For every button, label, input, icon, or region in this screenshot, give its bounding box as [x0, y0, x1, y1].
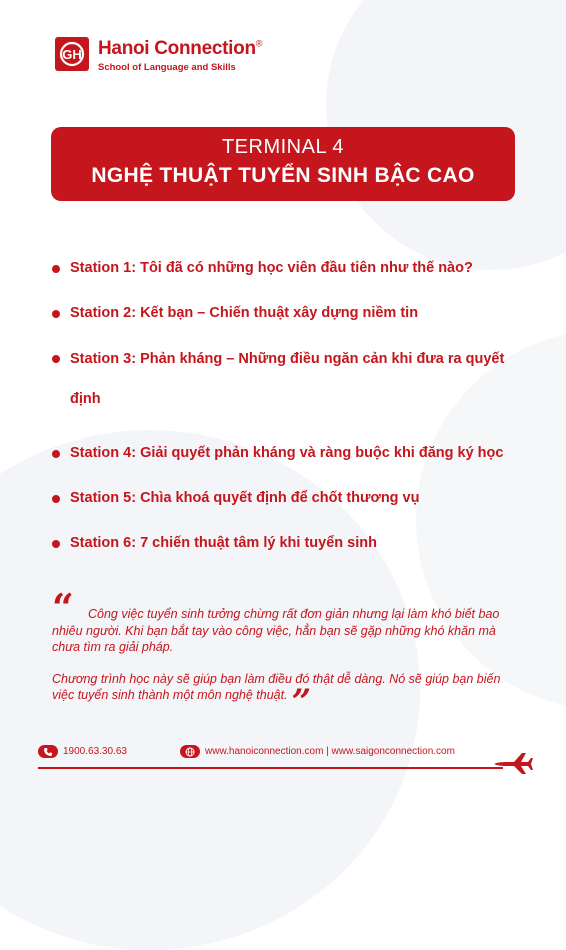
brand-name: Hanoi Connection® [98, 38, 263, 59]
station-item [52, 488, 552, 509]
station-label: Station 3: Phản kháng – Những điều ngăn cản khi đưa ra quyết định [70, 351, 505, 407]
course-title: NGHỆ THUẬT TUYỂN SINH BẬC CAO [91, 164, 475, 187]
brand-tagline: School of Language and Skills [98, 62, 236, 73]
station-item [52, 303, 552, 324]
title-banner [51, 127, 515, 201]
footer-phone [38, 745, 127, 758]
bullet-icon [52, 310, 60, 318]
brand-logo [55, 37, 262, 73]
bullet-icon [52, 495, 60, 503]
station-list [52, 258, 552, 578]
station-label: Station 1: Tôi đã có những học viên đầu tiên như thế nào? [70, 260, 473, 276]
bullet-icon [52, 355, 60, 363]
close-quote-icon: ” [291, 682, 312, 722]
station-label: Station 5: Chìa khoá quyết định để chốt thương vụ [70, 490, 420, 506]
registered-mark: ® [255, 38, 263, 49]
quote-paragraph-2-text: Chương trình học này sẽ giúp bạn làm điều đó thật dễ dàng. Nó sẽ giúp bạn biến việc tuyển sinh thành một môn nghệ thuật. [52, 671, 501, 702]
station-label: Station 2: Kết bạn – Chiến thuật xây dựng niềm tin [70, 305, 419, 321]
airplane-icon [492, 750, 534, 779]
quote-block [52, 585, 522, 722]
station-label: Station 4: Giải quyết phản kháng và ràng buộc khi đăng ký học [70, 445, 504, 461]
logo-mark-icon [55, 37, 89, 71]
phone-number: 1900.63.30.63 [63, 746, 127, 757]
bullet-icon [52, 265, 60, 273]
footer-divider [38, 767, 503, 769]
website-links: www.hanoiconnection.com | www.saigonconnection.com [205, 746, 455, 757]
station-item [52, 258, 552, 279]
quote-paragraph-2 [52, 671, 522, 722]
station-item [52, 533, 552, 554]
station-item [52, 443, 552, 464]
quote-paragraph-1: Công việc tuyển sinh tưởng chừng rất đơn giản nhưng lại làm khó biết bao nhiêu người. Khi bạn bắt tay vào công việc, hẳn bạn sẽ gặp những khó khăn mà chưa tìm ra giải pháp. [52, 607, 500, 654]
svg-text:GH: GH [62, 47, 82, 62]
bullet-icon [52, 450, 60, 458]
terminal-label: TERMINAL 4 [221, 136, 345, 158]
station-label: Station 6: 7 chiến thuật tâm lý khi tuyển sinh [70, 535, 377, 551]
open-quote-icon: “ [52, 585, 74, 630]
globe-icon [180, 745, 200, 758]
station-item [52, 348, 552, 419]
phone-icon [38, 745, 58, 758]
footer-websites [180, 745, 455, 758]
bullet-icon [52, 540, 60, 548]
